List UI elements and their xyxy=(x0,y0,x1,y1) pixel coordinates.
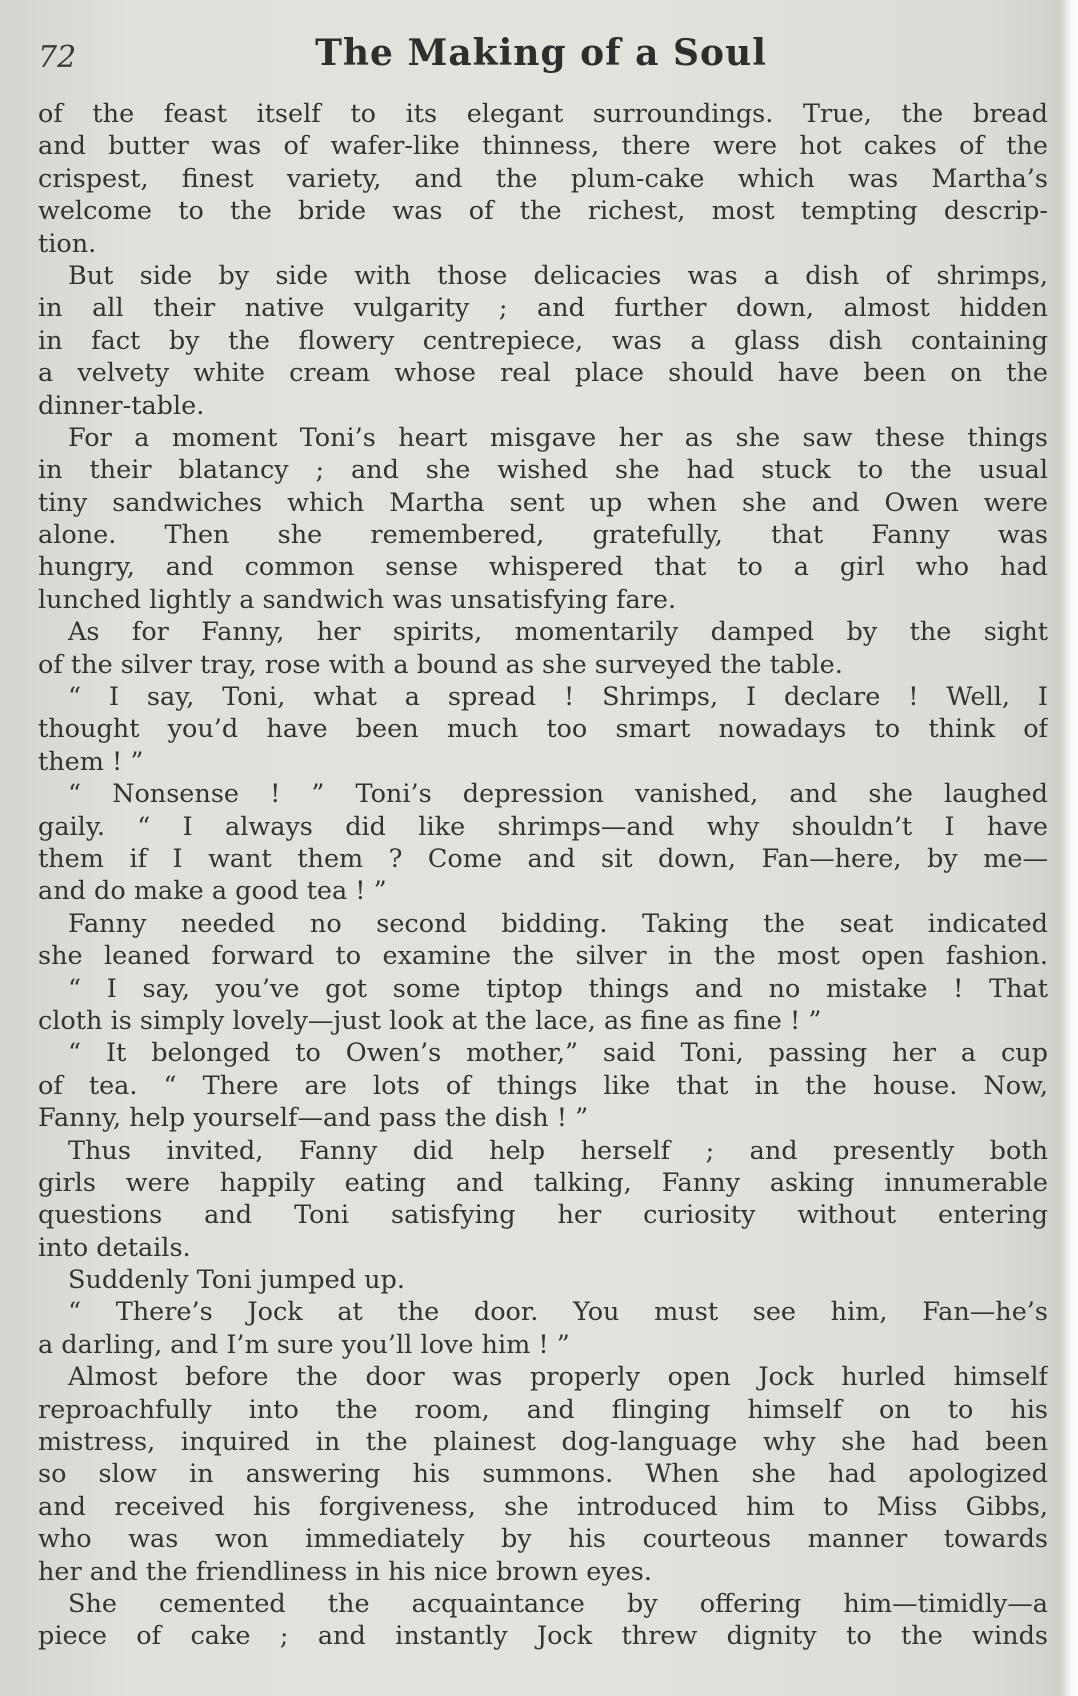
text-line: in fact by the flowery centrepiece, was a glass dish containing xyxy=(38,325,1048,356)
page-header xyxy=(36,28,1046,88)
text-line: crispest, finest variety, and the plum-cake which was Martha’s xyxy=(38,163,1048,194)
text-line: and butter was of wafer-like thinness, there were hot cakes of the xyxy=(38,131,1048,162)
text-line: tiny sandwiches which Martha sent up when she and Owen were xyxy=(38,487,1048,518)
text-line: girls were happily eating and talking, Fanny asking innumerable xyxy=(38,1167,1048,1198)
text-line: “ There’s Jock at the door. You must see him, Fan—he’s xyxy=(68,1297,1048,1328)
text-line: questions and Toni satisfying her curiosity without entering xyxy=(38,1200,1048,1231)
page-edge xyxy=(1060,0,1078,1696)
text-line: them if I want them ? Come and sit down, Fan—here, by me— xyxy=(38,843,1048,874)
page-number: 72 xyxy=(38,40,77,75)
text-line: dinner-table. xyxy=(38,390,205,421)
text-line: But side by side with those delicacies was a dish of shrimps, xyxy=(68,260,1048,291)
text-line: in all their native vulgarity ; and further down, almost hidden xyxy=(38,293,1048,324)
text-line: tion. xyxy=(38,228,97,259)
text-line: into details. xyxy=(38,1232,191,1263)
text-line: a velvety white cream whose real place should have been on the xyxy=(38,358,1048,389)
text-line: For a moment Toni’s heart misgave her as she saw these things xyxy=(68,422,1048,453)
text-line: a darling, and I’m sure you’ll love him ! ” xyxy=(38,1329,570,1360)
text-line: Suddenly Toni jumped up. xyxy=(68,1265,405,1296)
text-line: and do make a good tea ! ” xyxy=(38,876,387,907)
text-line: Fanny, help yourself—and pass the dish ! ” xyxy=(38,1103,589,1134)
text-line: so slow in answering his summons. When she had apologized xyxy=(38,1459,1048,1490)
text-line: As for Fanny, her spirits, momentarily damped by the sight xyxy=(68,617,1048,648)
text-line: of the feast itself to its elegant surroundings. True, the bread xyxy=(38,99,1048,129)
text-line: alone. Then she remembered, gratefully, that Fanny was xyxy=(38,520,1048,551)
text-line: her and the friendliness in his nice brown eyes. xyxy=(38,1556,652,1587)
body-text xyxy=(38,98,1048,1653)
text-line: thought you’d have been much too smart nowadays to think of xyxy=(38,714,1048,745)
text-line: gaily. “ I always did like shrimps—and why shouldn’t I have xyxy=(38,811,1048,842)
running-title: The Making of a Soul xyxy=(315,32,767,74)
text-line: hungry, and common sense whispered that to a girl who had xyxy=(38,552,1048,583)
text-line: mistress, inquired in the plainest dog-language why she had been xyxy=(38,1427,1048,1458)
text-line: piece of cake ; and instantly Jock threw dignity to the winds xyxy=(38,1621,1048,1652)
text-line: welcome to the bride was of the richest, most tempting descrip- xyxy=(38,196,1048,227)
text-line: in their blatancy ; and she wished she had stuck to the usual xyxy=(38,455,1048,486)
text-line: Fanny needed no second bidding. Taking the seat indicated xyxy=(68,908,1048,939)
text-line: of the silver tray, rose with a bound as she surveyed the table. xyxy=(38,649,843,680)
text-line: cloth is simply lovely—just look at the lace, as fine as fine ! ” xyxy=(38,1005,822,1036)
text-line: Almost before the door was properly open Jock hurled himself xyxy=(68,1362,1048,1393)
text-line: and received his forgiveness, she introduced him to Miss Gibbs, xyxy=(38,1491,1048,1522)
text-line: Thus invited, Fanny did help herself ; and presently both xyxy=(68,1135,1048,1166)
text-line: she leaned forward to examine the silver in the most open fashion. xyxy=(38,941,1048,972)
text-line: “ It belonged to Owen’s mother,” said Toni, passing her a cup xyxy=(68,1038,1048,1069)
text-line: “ Nonsense ! ” Toni’s depression vanished, and she laughed xyxy=(68,779,1048,810)
text-line: “ I say, Toni, what a spread ! Shrimps, I declare ! Well, I xyxy=(68,682,1048,713)
text-line: lunched lightly a sandwich was unsatisfying fare. xyxy=(38,584,677,615)
text-line: “ I say, you’ve got some tiptop things and no mistake ! That xyxy=(68,973,1048,1004)
text-line: of tea. “ There are lots of things like that in the house. Now, xyxy=(38,1070,1048,1101)
text-line: them ! ” xyxy=(38,746,144,777)
text-line: who was won immediately by his courteous manner towards xyxy=(38,1524,1048,1555)
text-line: She cemented the acquaintance by offering him—timidly—a xyxy=(68,1588,1048,1619)
text-line: reproachfully into the room, and flinging himself on to his xyxy=(38,1394,1048,1425)
